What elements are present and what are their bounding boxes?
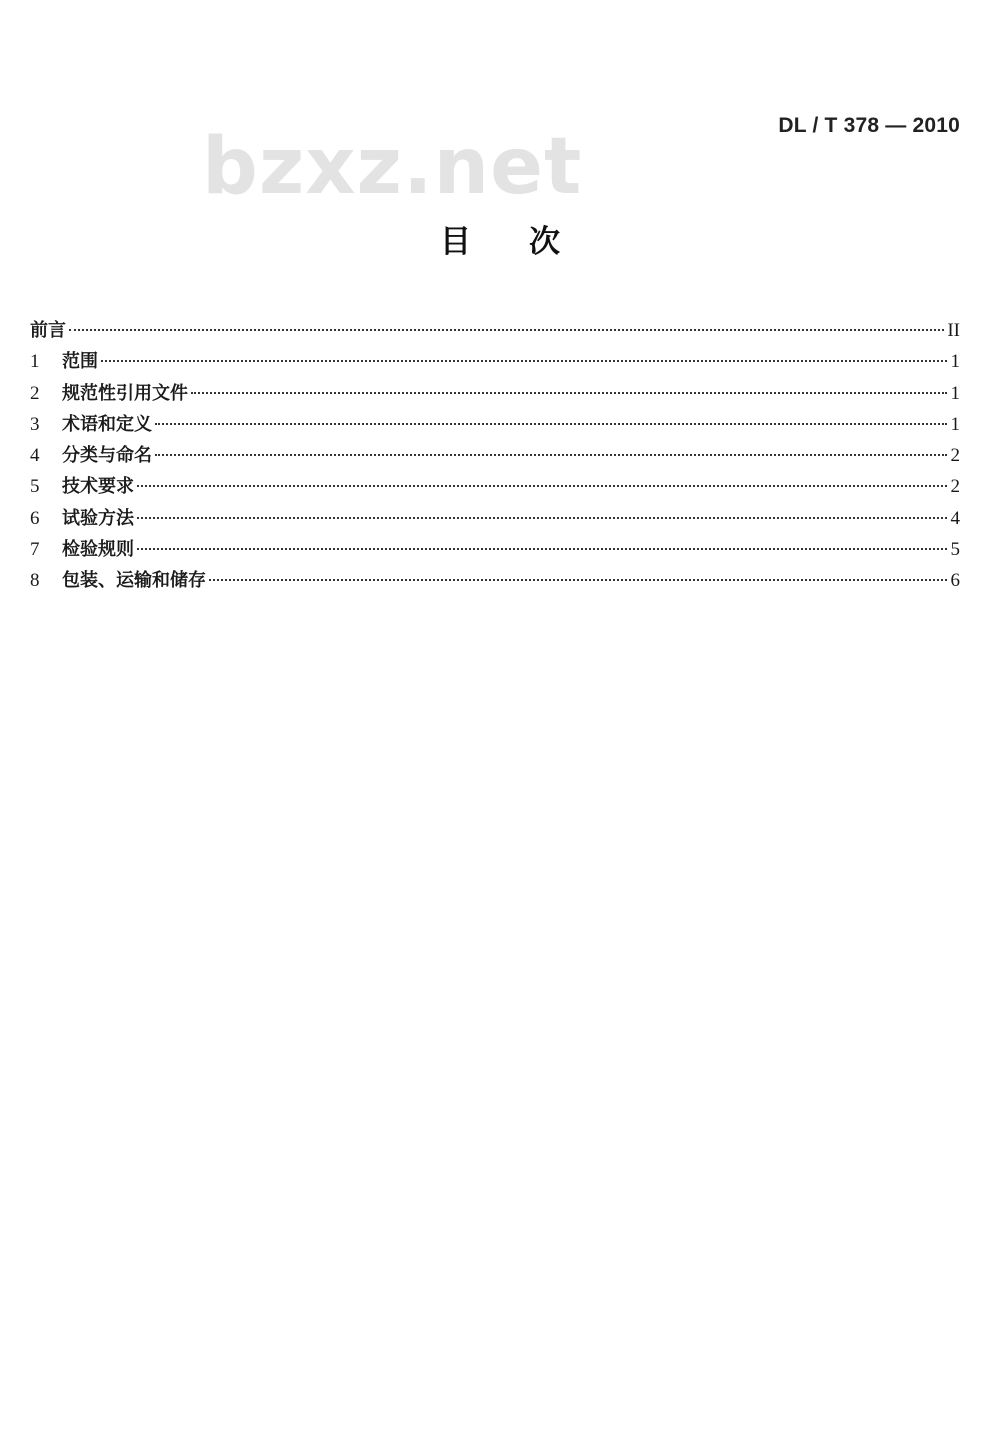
toc-entry-number: 7 <box>30 539 40 561</box>
toc-entry-technical-requirements[interactable] <box>30 472 960 503</box>
toc-leader-dots <box>191 392 947 394</box>
toc-entry-label: 试验方法 <box>62 507 134 529</box>
toc-entry-scope[interactable] <box>30 347 960 378</box>
toc-entry-number: 1 <box>30 351 40 373</box>
toc-entry-label: 范围 <box>62 351 98 373</box>
toc-entry-page: 1 <box>950 351 960 373</box>
toc-entry-label: 前言 <box>30 320 66 341</box>
toc-entry-number: 5 <box>30 476 40 498</box>
toc-entry-label: 术语和定义 <box>62 413 152 435</box>
toc-leader-dots <box>101 360 947 362</box>
toc-entry-number: 8 <box>30 570 40 592</box>
toc-entry-packaging-transport-storage[interactable] <box>30 566 960 597</box>
toc-entry-inspection-rules[interactable] <box>30 535 960 566</box>
toc-entry-page: II <box>947 320 960 341</box>
toc-entry-label: 检验规则 <box>62 539 134 561</box>
toc-entry-page: 4 <box>950 507 960 529</box>
toc-entry-page: 1 <box>950 413 960 435</box>
toc-entry-page: 2 <box>950 476 960 498</box>
watermark: bzxz.net <box>202 122 583 212</box>
toc-leader-dots <box>209 579 947 581</box>
toc-leader-dots <box>69 329 944 331</box>
toc-entry-page: 5 <box>950 539 960 561</box>
toc-entry-label: 技术要求 <box>62 476 134 498</box>
toc-leader-dots <box>155 423 947 425</box>
table-of-contents <box>30 316 960 598</box>
toc-entry-normative-references[interactable] <box>30 379 960 410</box>
toc-entry-label: 分类与命名 <box>62 445 152 467</box>
toc-entry-number: 3 <box>30 413 40 435</box>
toc-leader-dots <box>155 454 947 456</box>
toc-entry-page: 2 <box>950 445 960 467</box>
toc-entry-test-methods[interactable] <box>30 504 960 535</box>
toc-leader-dots <box>137 485 947 487</box>
toc-entry-page: 6 <box>950 570 960 592</box>
toc-title: 目次 <box>440 224 618 260</box>
toc-entry-terms-definitions[interactable] <box>30 410 960 441</box>
toc-leader-dots <box>137 517 947 519</box>
toc-entry-page: 1 <box>950 382 960 404</box>
toc-entry-label: 包装、运输和储存 <box>62 570 206 592</box>
toc-entry-number: 4 <box>30 445 40 467</box>
toc-entry-number: 2 <box>30 382 40 404</box>
toc-entry-number: 6 <box>30 507 40 529</box>
toc-entry-foreword[interactable] <box>30 316 960 347</box>
toc-leader-dots <box>137 548 947 550</box>
toc-entry-label: 规范性引用文件 <box>62 382 188 404</box>
toc-entry-classification[interactable] <box>30 441 960 472</box>
standard-code: DL / T 378 — 2010 <box>778 114 960 137</box>
